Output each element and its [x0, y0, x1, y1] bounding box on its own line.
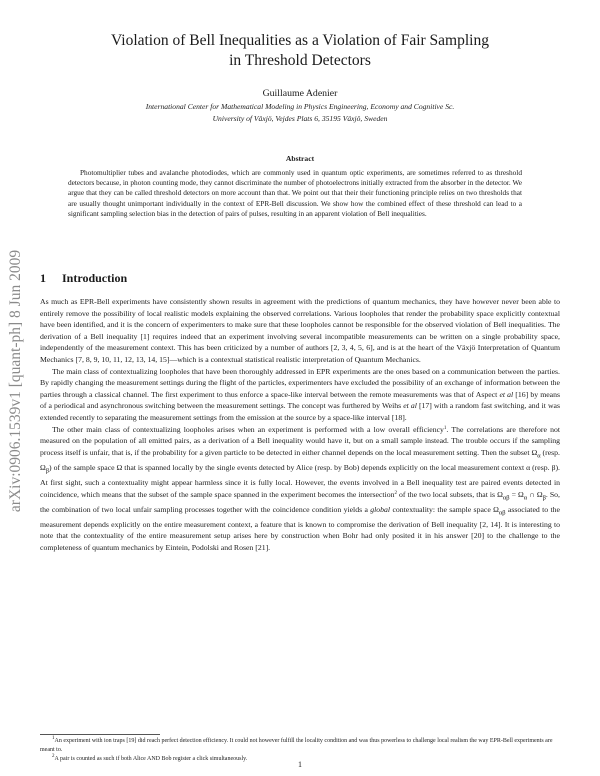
affiliation-line-1: International Center for Mathematical Modeling in Physics Engineering, Economy and Cognitive Sc.: [145, 102, 455, 111]
footnote-1-text: An experiment with ion traps [19] did reach perfect detection efficiency. It could not however fulfill the locality condition and was thus powerless to challenge local realism the way EPR-Bell experiments are meant to.: [40, 738, 553, 753]
p3-text-e: of the two local subsets, that is Ω: [397, 489, 503, 499]
p2-text-a: The main class of contextualizing loopholes that have been thoroughly addressed in EPR experiments are the ones based on a communication between the parties. By rapidly changing the measurement settings during the flight of the particles, experimenters have excluded the possibility of an exchange of information between the parties through a classical channel. The first experiment to thus enforce a space-like interval between the remote measurements was that of Aspect: [40, 366, 560, 399]
title-line-1: Violation of Bell Inequalities as a Violation of Fair Sampling: [111, 32, 489, 49]
arxiv-side-stamp: arXiv:0906.1539v1 [quant-ph] 8 Jun 2009: [7, 249, 24, 513]
p2-etal-2: et al: [403, 401, 417, 411]
footnote-ref-2[interactable]: 2: [394, 490, 397, 496]
p3-text-a: The other main class of contextualizing loopholes arises when an experiment is performed with a low overall efficiency: [52, 424, 444, 434]
affiliation-line-2: University of Växjö, Vejdes Plats 6, 35195 Växjö, Sweden: [212, 114, 388, 123]
affiliation: [60, 101, 540, 125]
sub-alpha: α: [537, 452, 541, 460]
p3-text-g: ∩ Ω: [527, 489, 543, 499]
p3-text-h: . So, the combination of two local unfair sampling processes together with the coincidence condition yields a: [40, 489, 560, 514]
paper-title: [60, 31, 540, 71]
p3-text-j: associated to the measurement depends explicitly on the entire measurement context, a feature that is known to compromise the derivation of Bell inequality [2, 14]. It is interesting to note that the contextuality of the entire measurement setup arises here by construction when Bohr had only posited it in his answer [20] to the challenge to the completeness of quantum mechanics by Eintein, Podolski and Rosen [21].: [40, 504, 560, 553]
p3-text-c: (resp. Ω: [40, 447, 560, 472]
footnote-2-text: A pair is counted as such if both Alice AND Bob register a click simultaneously.: [54, 756, 248, 762]
sub-alpha-2: α: [523, 494, 528, 502]
body-text: [40, 296, 560, 554]
p3-global: global: [370, 504, 391, 514]
p3-text-d: ) of the sample space Ω that is spanned locally by the single events detected by Alice (resp. by Bob) depends explicitly on the local measurement context α (resp. β). At first sight, such a contextuality might appear harmless since it is fully local. However, the events involved in a Bell inequality test are paired events detected in coincidence, which means that the subset of the sample space spanned in the experiment becomes the intersection: [40, 462, 560, 499]
sub-beta-2: β: [542, 494, 546, 502]
page-number: 1: [298, 760, 302, 769]
title-line-2: in Threshold Detectors: [229, 52, 371, 69]
p2-etal-1: et al: [499, 389, 514, 399]
p3-text-b: . The correlations are therefore not measured on the population of all emitted pairs, as a derivation of a Bell inequality would have it, but on a small sample instead. The trouble occurs if the sampling process itself is unfair, that is, if the probability for a given particle to be detected in either channel depends on the local measurement setting. Then the subset Ω: [40, 424, 560, 457]
section-title: Introduction: [62, 271, 128, 285]
abstract-heading: Abstract: [285, 154, 315, 163]
abstract-text: Photomultiplier tubes and avalanche photodiodes, which are commonly used in quantum optic experiments, are sometimes referred to as threshold detectors because, in photon counting mode, they cannot discriminate the number of photoelectrons initially extracted from the absorber in the detector. We argue that they can be called threshold detectors on more account than that. We point out that their their functioning principle relies on two thresholds that are usually thought unimportant individually in the context of EPR-Bell discussion. We show how the combined effect of these threshold can lead to a significant sampling selection bias in the detection of pairs of pulses, resulting in an apparent violation of Bell inequalities.: [68, 168, 522, 218]
footnote-ref-1[interactable]: 1: [443, 425, 447, 431]
sub-beta: β: [45, 467, 50, 475]
sub-alpha-beta: αβ: [502, 494, 510, 502]
section-number: 1: [40, 271, 46, 285]
footnote-1: [40, 737, 560, 755]
footnote-1-mark: 1: [52, 736, 55, 741]
p2-text-c: [17] with a random fast switching, and it was extended recently to separating the measurement settings from the emission at the source by a space-like interval [18].: [40, 401, 561, 422]
paragraph-3: [40, 424, 560, 554]
footnote-2-mark: 2: [52, 754, 55, 759]
p3-text-i: contextuality: the sample space Ω: [390, 504, 499, 514]
footnote-rule: [40, 734, 160, 735]
section-heading: [40, 271, 127, 286]
p2-text-b: [16] by means of a periodical and asynchronous switching between the measurement settings. The concept was furthered by Weihs: [40, 389, 561, 411]
sub-alpha-beta-2: αβ: [498, 509, 506, 517]
paragraph-1: As much as EPR-Bell experiments have consistently shown results in agreement with the predictions of quantum mechanics, they have however never been able to entirely remove the possibility of local realistic models explaining the observed correlations. Various loopholes that render the probability space explicitly contextual have been identified, and it is the concern of experimenters to make sure that these loopholes cannot be responsible for the observed violation of Bell inequalities. The derivation of a Bell inequality [1] requires indeed that an experiment involving several incompatible measurements can be written on a single probability space, independently of the measurement context. This has been criticized by a number of authors [2, 3, 4, 5, 6], and is at the heart of the Växjö Interpretation of Quantum Mechanics [7, 8, 9, 10, 11, 12, 13, 14, 15]—which is a contextual statistical realistic interpretation of Quantum Mechanics.: [40, 297, 560, 364]
author: Guillaume Adenier: [262, 88, 338, 99]
paragraph-2: [40, 366, 560, 424]
p3-text-f: = Ω: [509, 489, 524, 499]
